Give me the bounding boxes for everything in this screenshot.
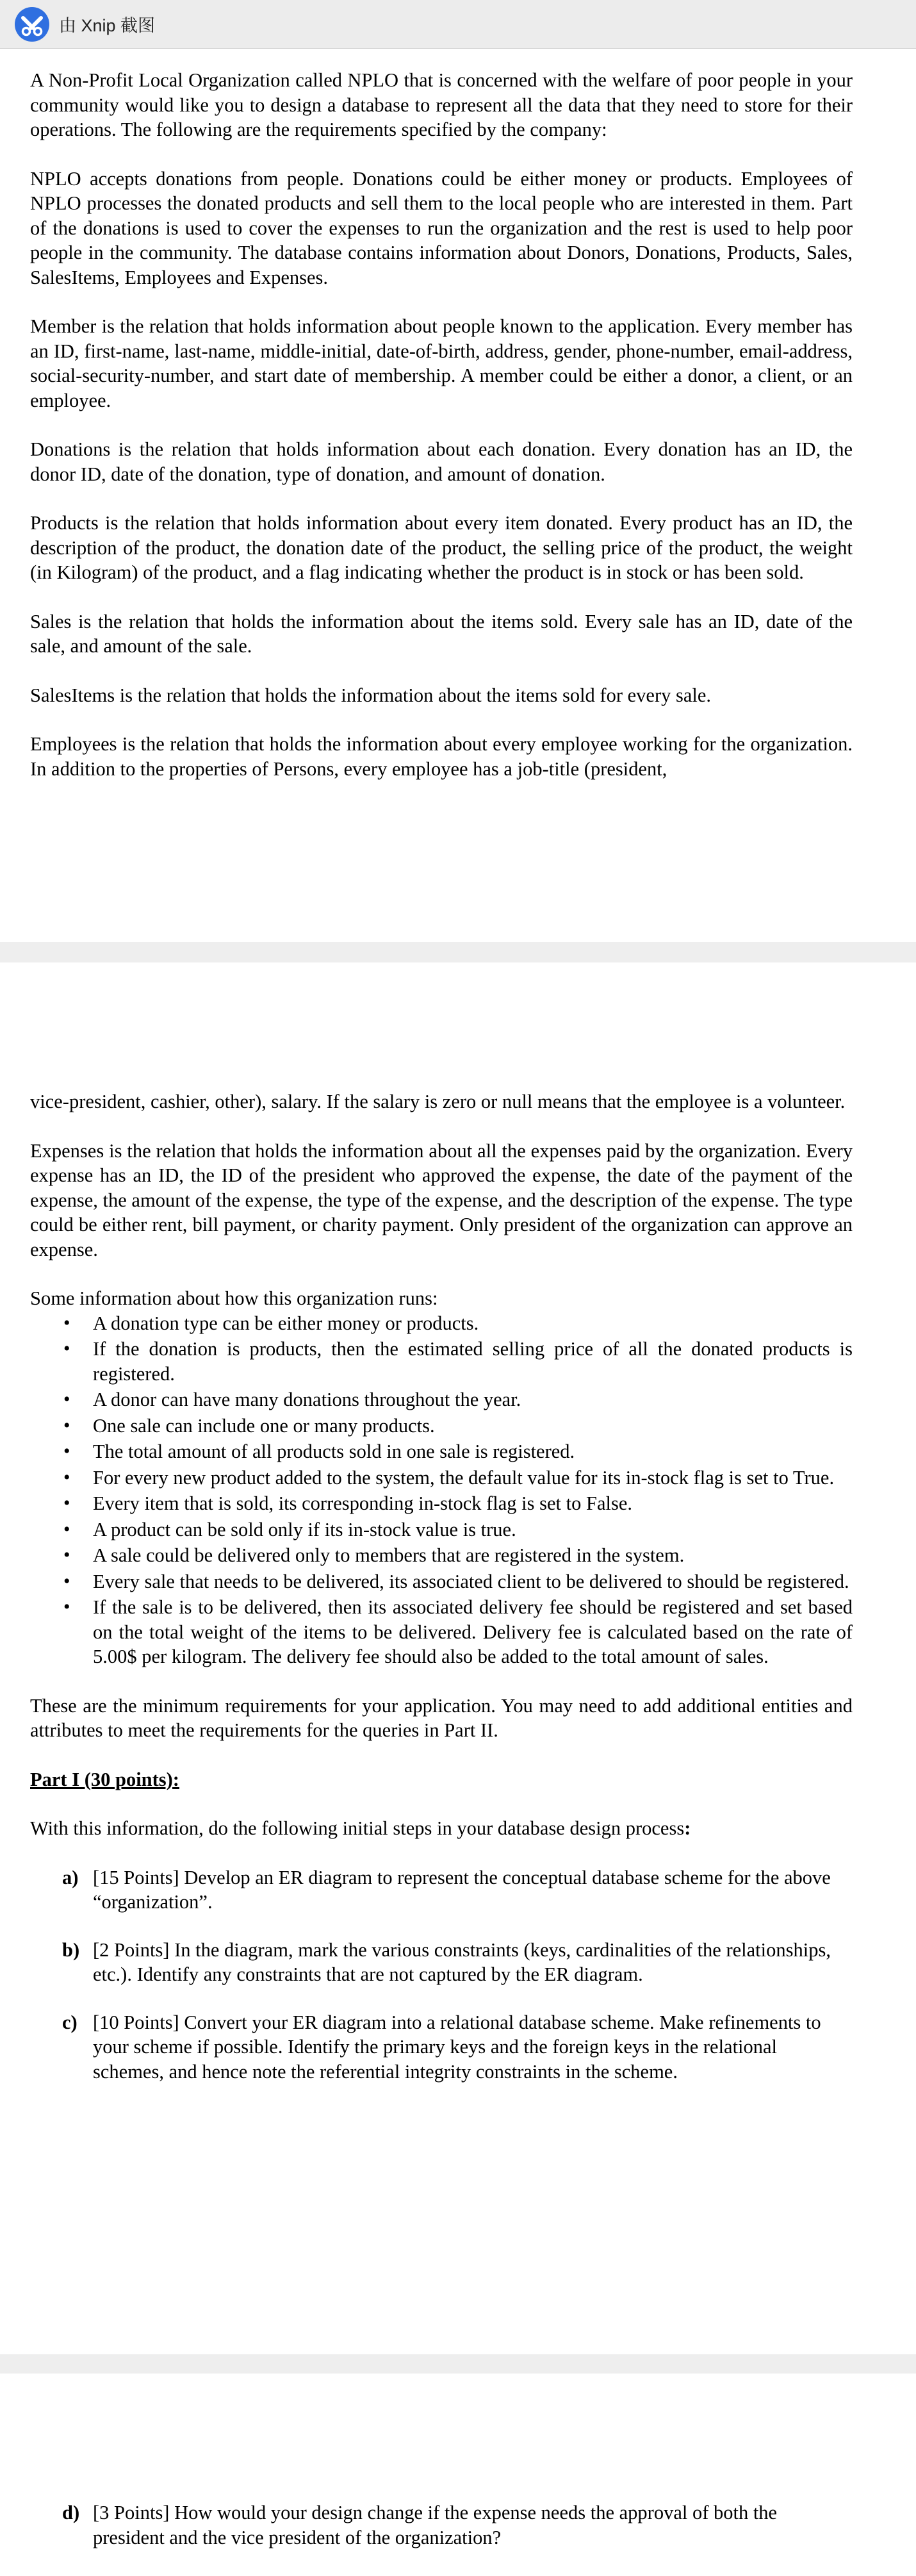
- list-item: • A product can be sold only if its in-stock value is true.: [30, 1517, 853, 1542]
- xnip-logo-icon[interactable]: [14, 6, 50, 42]
- products-paragraph: Products is the relation that holds information about every item donated. Every product has an ID, the description of the product, the donation date of the product, the selling price of the product, the weight (in Kilogram) of the product, and a flag indicating whether the product is in stock or has been sold.: [30, 512, 853, 583]
- question-text: [3 Points] How would your design change if the expense needs the approval of both the president and the vice president of the organization?: [93, 2502, 778, 2548]
- question-d: [30, 2500, 853, 2550]
- bullet-icon: •: [63, 1338, 70, 1359]
- list-item: • A donation type can be either money or products.: [30, 1311, 853, 1336]
- page-2-text: [30, 1089, 853, 2107]
- list-item: • Every item that is sold, its corresponding in-stock flag is set to False.: [30, 1491, 853, 1516]
- closing-paragraph: These are the minimum requirements for your application. You may need to add additional entities and attributes to meet the requirements for the queries in Part II.: [30, 1694, 853, 1741]
- question-b: [30, 1938, 853, 1987]
- question-c: [30, 2010, 853, 2085]
- bullet-icon: •: [63, 1570, 70, 1592]
- bullet-icon: •: [63, 1389, 70, 1410]
- bullet-icon: •: [63, 1518, 70, 1540]
- window-title: 由 Xnip 截图: [59, 16, 156, 35]
- question-text: [2 Points] In the diagram, mark the various constraints (keys, cardinalities of the relationships, etc.). Identify any constraints that are not captured by the ER diagram.: [93, 1938, 831, 1985]
- list-item: • The total amount of all products sold in one sale is registered.: [30, 1439, 853, 1464]
- question-label: b): [62, 1938, 80, 1961]
- bullet-icon: •: [63, 1492, 70, 1514]
- donations-overview-paragraph: NPLO accepts donations from people. Donations could be either money or products. Employees of NPLO processes the donated products and sell them to the local people who are interested in them. Part of the donations is used to cover the expenses to run the organization and the rest is used to help poor people in the community. The database contains information about Donors, Donations, Products, Sales, SalesItems, Employees and Expenses.: [30, 167, 853, 288]
- salesitems-paragraph: SalesItems is the relation that holds the information about the items sold for every sale.: [30, 684, 712, 706]
- question-label: a): [62, 1866, 79, 1888]
- question-label: c): [62, 2011, 78, 2033]
- page-separator: [0, 2354, 916, 2374]
- member-paragraph: Member is the relation that holds information about people known to the application. Every member has an ID, first-name, last-name, middle-initial, date-of-birth, address, gender, phone-number, email-address, social-security-number, and start date of membership. A member could be either a donor, a client, or an employee.: [30, 315, 853, 411]
- list-item: • A sale could be delivered only to members that are registered in the system.: [30, 1543, 853, 1568]
- list-item: • If the donation is products, then the estimated selling price of all the donated products is registered.: [63, 1338, 853, 1385]
- employees-paragraph: Employees is the relation that holds the information about every employee working for the organization. In addition to the properties of Persons, every employee has a job-title (president,: [30, 733, 853, 780]
- page-separator: [0, 942, 916, 962]
- question-text: [15 Points] Develop an ER diagram to represent the conceptual database scheme for the above “organization”.: [93, 1866, 831, 1913]
- rules-intro: Some information about how this organization runs:: [30, 1287, 438, 1309]
- expenses-paragraph: Expenses is the relation that holds the information about all the expenses paid by the organization. Every expense has an ID, the ID of the president who approved the expense, the date of the payment of the expense, the amount of the expense, the type of the expense, and the description of the expense. The type could be either rent, bill payment, or charity payment. Only president of the organization can approve an expense.: [30, 1139, 853, 1260]
- bullet-icon: •: [63, 1544, 70, 1565]
- instructions: With this information, do the following initial steps in your database design process:: [30, 1817, 691, 1839]
- question-a: [30, 1865, 853, 1915]
- donations-paragraph: Donations is the relation that holds information about each donation. Every donation has an ID, the donor ID, date of the donation, type of donation, and amount of donation.: [30, 438, 853, 485]
- list-item: • A donor can have many donations throughout the year.: [30, 1387, 853, 1412]
- bullet-icon: •: [63, 1466, 70, 1488]
- list-item: • For every new product added to the system, the default value for its in-stock flag is set to True.: [30, 1466, 853, 1490]
- list-item: • Every sale that needs to be delivered, its associated client to be delivered to should be registered.: [30, 1569, 853, 1594]
- bullet-icon: •: [63, 1441, 70, 1462]
- bullet-icon: •: [63, 1414, 70, 1436]
- intro-paragraph: A Non-Profit Local Organization called NPLO that is concerned with the welfare of poor people in your community would like you to design a database to represent all the data that they need to store for their operations. The following are the requirements specified by the company:: [30, 69, 853, 140]
- question-text: [10 Points] Convert your ER diagram into a relational database scheme. Make refinements to your scheme if possible. Identify the primary keys and the foreign keys in the relational schemes, and hence note the referential integrity constraints in the scheme.: [93, 2011, 821, 2083]
- part-heading: Part I (30 points):: [30, 1768, 179, 1790]
- title-bar: [0, 0, 916, 49]
- bullet-icon: •: [63, 1312, 70, 1333]
- rules-list: [30, 1311, 853, 1669]
- page-3-text: [30, 2500, 853, 2573]
- question-label: d): [62, 2502, 80, 2523]
- sales-paragraph: Sales is the relation that holds the information about the items sold. Every sale has an ID, date of the sale, and amount of the sale.: [30, 610, 853, 657]
- bullet-icon: •: [63, 1596, 70, 1617]
- employees-continuation: vice-president, cashier, other), salary. If the salary is zero or null means that the employee is a volunteer.: [30, 1091, 846, 1112]
- page-1-text: [30, 68, 853, 805]
- list-item: • One sale can include one or many products.: [30, 1414, 853, 1439]
- list-item: • If the sale is to be delivered, then its associated delivery fee should be registered and set based on the total weight of the items to be delivered. Delivery fee is calculated based on the rate of 5.00$ per kilogram. The delivery fee should also be added to the total amount of sales.: [63, 1596, 853, 1667]
